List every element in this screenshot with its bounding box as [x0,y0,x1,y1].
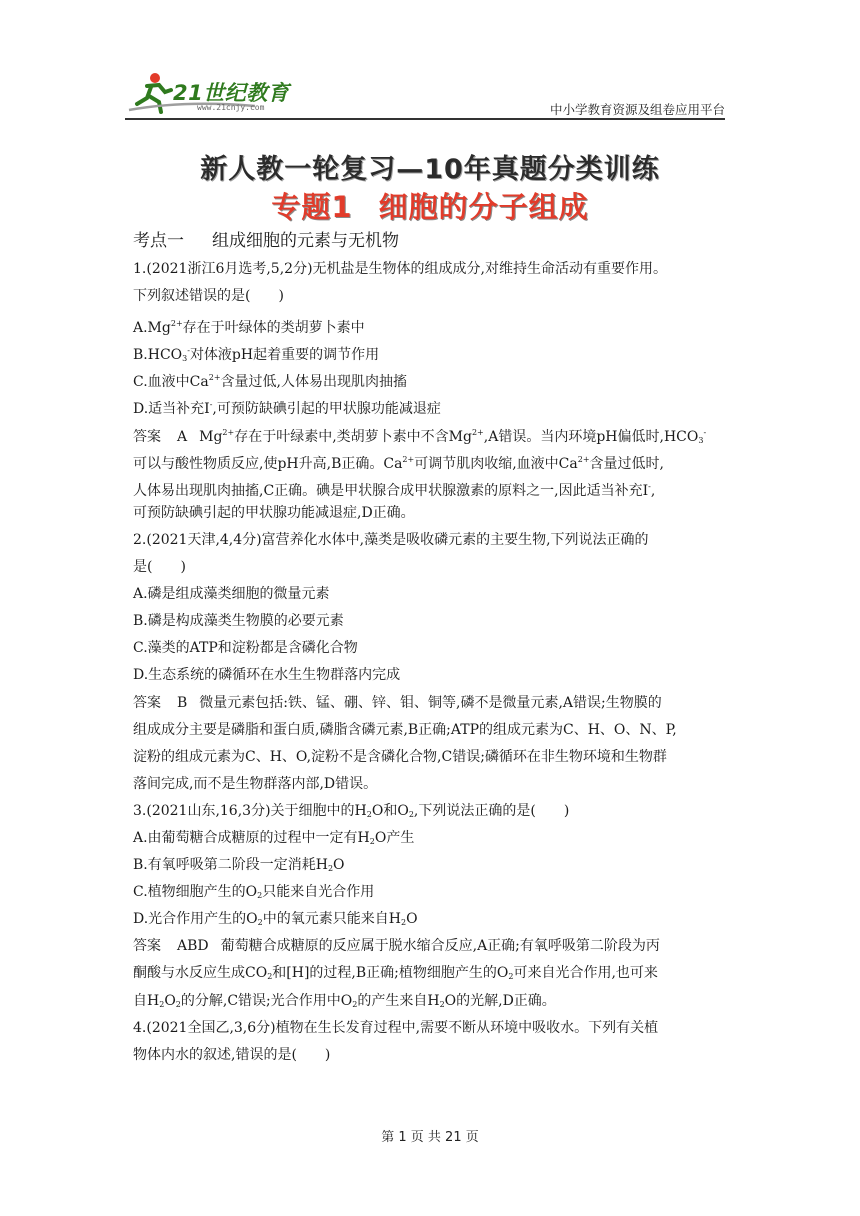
q1-answer-line-4: 可预防缺碘引起的甲状腺功能减退症,D正确。 [133,504,415,521]
topic-title [0,185,860,226]
answer-value: A [177,428,188,445]
q4-stem-line-2: 物体内水的叙述,错误的是( ) [133,1046,331,1063]
header-divider [125,118,725,120]
section-label: 考点一 [133,231,184,251]
q3-option-a: A.由葡萄糖合成糖原的过程中一定有$H_2O$产生 [133,829,415,846]
q1-option-c: C.血液中$Ca^{2+}$含量过低,人体易出现肌肉抽搐 [133,373,407,391]
q2-answer-line-4: 落间完成,而不是生物群落内部,D错误。 [133,775,378,792]
answer-label: 答案 [133,694,161,711]
q2-answer-line-1: 答案 B 微量元素包括:铁、锰、硼、锌、钼、铜等,磷不是微量元素,A错误;生物膜的 [133,690,733,717]
logo-url: www.21cnjy.com [197,103,265,112]
q1-option-b: $B.HCO_3^-$对体液pH起着重要的调节作用 [133,346,380,364]
page-header [125,70,725,120]
q1-answer-line-3: 人体易出现肌肉抽搐,C正确。碘是甲状腺合成甲状腺激素的原料之一,因此适当补充I-, [133,481,656,499]
question-content [133,256,733,1069]
q4-stem-line-1: 4.(2021全国乙,3,6分)植物在生长发育过程中,需要不断从环境中吸收水。下列有关植 [133,1019,659,1036]
q2-option-d: D.生态系统的磷循环在水生生物群落内完成 [133,667,401,684]
section-title: 组成细胞的元素与无机物 [212,231,399,251]
answer-label: 答案 [133,428,161,445]
q2-option-a: A.磷是组成藻类细胞的微量元素 [133,586,330,603]
q2-option-b: B.磷是构成藻类生物膜的必要元素 [133,613,344,630]
q2-stem-line-2: 是( ) [133,559,186,576]
platform-name: 中小学教育资源及组卷应用平台 [549,102,725,117]
q1-stem-line-2: 下列叙述错误的是( ) [133,288,284,305]
q3-stem: 3.(2021山东,16,3分)关于细胞中的$H_2O$和$O_2$,下列说法正确的是( ) [133,802,570,819]
section-heading [133,226,399,251]
site-logo[interactable] [125,70,300,118]
page-footer: 第 1 页 共 21 页 [381,1130,479,1145]
document-title: 新人教一轮复习—10年真题分类训练 [200,154,660,185]
q3-option-c: C.植物细胞产生的$O_2$只能来自光合作用 [133,884,375,901]
q2-answer-line-2: 组成成分主要是磷脂和蛋白质,磷脂含磷元素,B正确;ATP的组成元素为C、H、O、N、P, [133,721,677,738]
q3-answer-line-2: 酮酸与水反应生成$CO_2$和[H]的过程,B正确;植物细胞产生的$O_2$可来自光合作用,也可来 [133,965,658,982]
q3-answer-line-3: 自$H_2O_2$的分解,C错误;光合作用中$O_2$的产生来自$H_2O$的光解,D正确。 [133,992,556,1009]
q3-answer-line-1: 答案 ABD 葡萄糖合成糖原的反应属于脱水缩合反应,A正确;有氧呼吸第二阶段为丙 [133,933,733,960]
q1-stem-line-1: 1.(2021浙江6月选考,5,2分)无机盐是生物体的组成成分,对维持生命活动有重要作用。 [133,261,667,277]
q2-option-c: C.藻类的ATP和淀粉都是含磷化合物 [133,640,358,657]
topic-name: 细胞的分子组成 [378,190,589,224]
answer-value: ABD [177,938,209,955]
answer-value: B [177,694,188,711]
answer-label: 答案 [133,938,161,955]
q1-answer-line-2: 可以与酸性物质反应,使pH升高,B正确。$Ca^{2+}$可调节肌肉收缩,血液中$Ca^{2+}$含量过低时, [133,454,664,472]
q3-option-d: D.光合作用产生的$O_2$中的氧元素只能来自$H_2O$ [133,911,418,928]
q2-stem-line-1: 2.(2021天津,4,4分)富营养化水体中,藻类是吸收磷元素的主要生物,下列说法正确的 [133,531,649,548]
logo-text: 21世纪教育 [173,81,290,105]
q2-answer-line-3: 淀粉的组成元素为C、H、O,淀粉不是含磷化合物,C错误;磷循环在非生物环境和生物群 [133,748,667,765]
q3-option-b: B.有氧呼吸第二阶段一定消耗$H_2O$ [133,857,345,874]
q1-option-a: $A.Mg^{2+}$存在于叶绿体的类胡萝卜素中 [133,319,365,337]
topic-number: 专题1 [271,190,353,224]
q1-answer-line-1: 答案 A $Mg^{2+}$存在于叶绿素中,类胡萝卜素中不含$Mg^{2+},A$错误。当内环境pH偏低时$,HCO_3^-$ [133,419,733,446]
q1-option-d: D.适当补充I-,可预防缺碘引起的甲状腺功能减退症 [133,400,441,418]
